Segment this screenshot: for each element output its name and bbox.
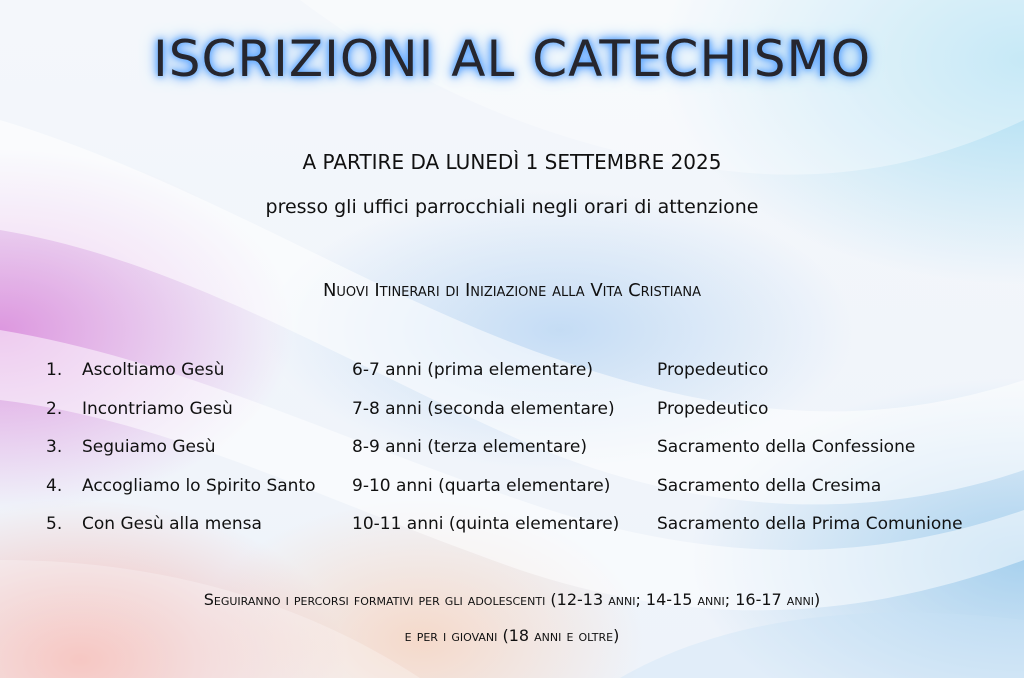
item-step: Sacramento della Prima Comunione — [657, 514, 963, 534]
item-name: Incontriamo Gesù — [82, 399, 233, 419]
page-title: ISCRIZIONI AL CATECHISMO — [152, 30, 872, 88]
item-number: 5. — [46, 514, 63, 534]
list-item — [0, 476, 1024, 502]
footer-adolescents: Seguiranno i percorsi formativi per gli adolescenti (12-13 anni; 14-15 anni; 16-17 anni) — [203, 590, 821, 609]
footer-youth: e per i giovani (18 anni e oltre) — [404, 626, 620, 645]
item-name: Con Gesù alla mensa — [82, 514, 262, 534]
item-age: 6-7 anni (prima elementare) — [352, 360, 594, 380]
item-name: Ascoltiamo Gesù — [82, 360, 225, 380]
item-age: 7-8 anni (seconda elementare) — [352, 399, 615, 419]
item-name: Seguiamo Gesù — [82, 437, 216, 457]
list-item — [0, 399, 1024, 425]
list-item — [0, 437, 1024, 463]
list-item — [0, 514, 1024, 540]
item-age: 10-11 anni (quinta elementare) — [352, 514, 620, 534]
item-age: 9-10 anni (quarta elementare) — [352, 476, 611, 496]
item-number: 4. — [46, 476, 63, 496]
item-number: 1. — [46, 360, 63, 380]
item-step: Propedeutico — [657, 360, 769, 380]
item-step: Sacramento della Cresima — [657, 476, 882, 496]
location-line: presso gli uffici parrocchiali negli orari di attenzione — [265, 196, 759, 218]
item-step: Propedeutico — [657, 399, 769, 419]
section-subtitle: Nuovi Itinerari di Iniziazione alla Vita Cristiana — [322, 280, 702, 301]
item-age: 8-9 anni (terza elementare) — [352, 437, 587, 457]
list-item — [0, 360, 1024, 386]
item-number: 2. — [46, 399, 63, 419]
item-step: Sacramento della Confessione — [657, 437, 916, 457]
start-date: A PARTIRE DA LUNEDÌ 1 SETTEMBRE 2025 — [302, 150, 722, 174]
item-number: 3. — [46, 437, 63, 457]
item-name: Accogliamo lo Spirito Santo — [82, 476, 316, 496]
